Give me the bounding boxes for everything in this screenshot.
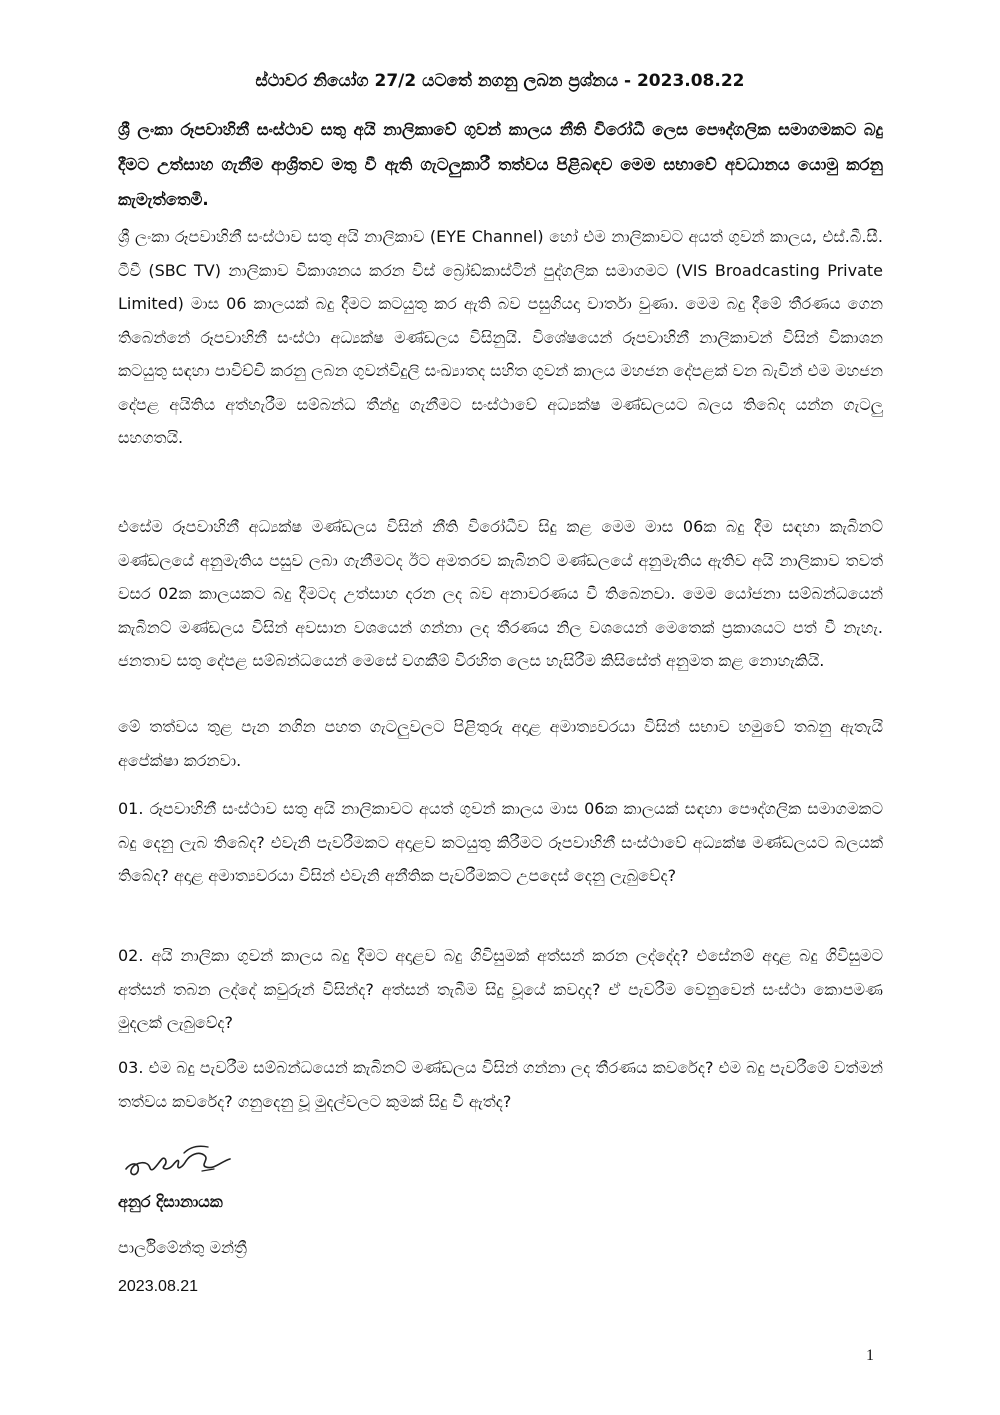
signer-name: අනුර දිසානායක [118,1192,223,1211]
question-item: 02. අයි නාලිකා ගුවන් කාලය බදු දීමට අදාළව බදු ගිවිසුමක් අත්සන් කරන ලද්දේද? එසේනම් අදාළ බදු ගිවිසුමට අත්සන් තබන ලද්දේ කවුරුන් විසින්ද? අත්සන් තැබීම සිදු වූයේ කවදාද? ඒ පැවරීම වෙනුවෙන් සංස්ථා කොපමණ මුදලක් ලැබුවේද? [118,946,883,1032]
page-number: 1 [866,1347,874,1364]
document-subject: ශ්‍රී ලංකා රූපවාහිනී සංස්ථාව සතු අයි නාලිකාවේ ගුවන් කාලය නීති විරෝධී ලෙස පෞද්ගලික සමාගමකට බදු දීමට උත්සාහ ගැනීම ආශ්‍රිතව මතු වී ඇති ගැටලුකාරී තත්වය පිළිබඳව මෙම සභාවේ අවධානය යොමු කරනු කැමැත්තෙමි. [118,120,883,209]
question-item: 03. එම බදු පැවරීම සම්බන්ධයෙන් කැබිනට් මණ්ඩලය විසින් ගන්නා ලද තීරණය කවරේද? එම බදු පැවරීමේ වත්මන් තත්වය කවරේද? ගනුදෙනු වූ මුදල්වලට කුමක් සිදු වී ඇත්ද? [118,1058,883,1111]
body-paragraph: මේ තත්වය තුළ පැන නගින පහත ගැටලුවලට පිළිතුරු අදාළ අමාත්‍යවරයා විසින් සභාව හමුවේ තබනු ඇතැයි අපේක්ෂා කරනවා. [118,717,883,770]
body-paragraph: ශ්‍රී ලංකා රූපවාහිනී සංස්ථාව සතු අයි නාලිකාව (EYE Channel) හෝ එම නාලිකාවට අයත් ගුවන් කාලය, එස්.බී.සී. ටීවී (SBC TV) නාලිකාව විකාශනය කරන විස් බ්‍රෝඩ්කාස්ටින් පුද්ගලික සමාගමට (VIS Broadcasting Private Limited) මාස 06 කාලයක් බදු දීමට කටයුතු කර ඇති බව පසුගියදා වාර්තා වුණා. මෙම බදු දීමේ තීරණය ගෙන තිබෙන්නේ රූපවාහිනී සංස්ථා අධ්‍යක්ෂ මණ්ඩලය විසිනුයි. විශේෂයෙන් රූපවාහිනී නාලිකාවන් විසින් විකාශන කටයුතු සඳහා පාවිච්චි කරනු ලබන ගුවන්විදුලි සංඛ්‍යාතද සහිත ගුවන් කාලය මහජන දේපළක් වන බැවින් එම මහජන දේපළ අයිතිය අත්හැරීම සම්බන්ධ තීන්දු ගැනීමට සංස්ථාවේ අධ්‍යක්ෂ මණ්ඩලයට බලය තිබේද යන්න ගැටලු සහගතයි. [118,227,883,447]
document-title: ස්ථාවර නියෝග 27/2 යටතේ නගනු ලබන ප්‍රශ්නය - 2023.08.22 [255,71,745,91]
signer-title: පාර්ලිමේන්තු මන්ත්‍රී [118,1238,247,1257]
signature-date: 2023.08.21 [118,1278,199,1295]
question-item: 01. රූපවාහිනී සංස්ථාව සතු අයි නාලිකාවට අයත් ගුවන් කාලය මාස 06ක කාලයක් සඳහා පෞද්ගලික සමාගමකට බදු දෙනු ලැබ තිබේද? එවැනි පැවරීමකට අදාළව කටයුතු කිරීමට රූපවාහිනී සංස්ථාවේ අධ්‍යක්ෂ මණ්ඩලයට බලයක් තිබේද? අදාළ අමාත්‍යවරයා විසින් එවැනි අනීතික පැවරීමකට උපදෙස් දෙනු ලැබුවේද? [118,799,883,885]
signature-icon [118,1135,238,1185]
body-paragraph: එසේම රූපවාහිනී අධ්‍යක්ෂ මණ්ඩලය විසින් නීති විරෝධීව සිදු කළ මෙම මාස 06ක බදු දීම සඳහා කැබිනට් මණ්ඩලයේ අනුමැතිය පසුව ලබා ගැනීමටද ඊට අමතරව කැබිනට් මණ්ඩලයේ අනුමැතිය ඇතිව අයි නාලිකාව තවත් වසර 02ක කාලයකට බදු දීමටද උත්සාහ දරන ලද බව අනාවරණය වී තිබෙනවා. මෙම යෝජනා සම්බන්ධයෙන් කැබිනට් මණ්ඩලය විසින් අවසාන වශයෙන් ගන්නා ලද තීරණය නිල වශයෙන් මෙතෙක් ප්‍රකාශයට පත් වී නැහැ. ජනතාව සතු දේපළ සම්බන්ධයෙන් මෙසේ වගකීම් විරහිත ලෙස හැසිරීම කිසිසේත් අනුමත කළ නොහැකියි. [118,517,883,670]
